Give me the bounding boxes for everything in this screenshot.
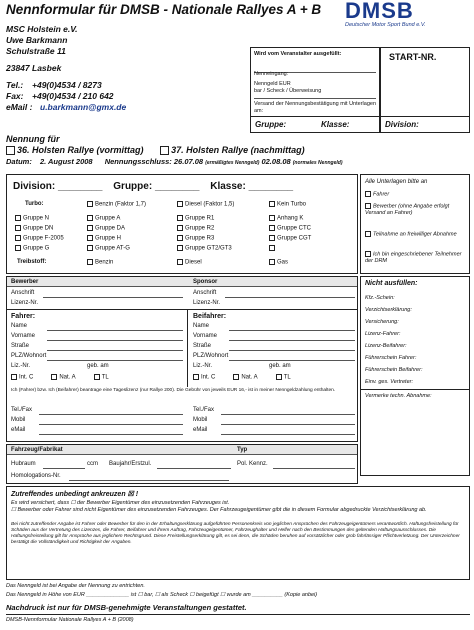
- start-nr-box: [380, 47, 470, 133]
- contact-line[interactable]: [39, 414, 183, 415]
- vermerk-label: Vermerke techn. Abnahme:: [365, 393, 432, 399]
- anschrift-label: Anschrift: [11, 290, 35, 296]
- treib-opt-3[interactable]: [269, 259, 288, 266]
- contact-line[interactable]: [221, 414, 355, 415]
- turbo-opt-2[interactable]: [177, 201, 234, 208]
- fahrer-plz: PLZ/Wohnort: [11, 353, 47, 359]
- group-checkbox[interactable]: [177, 225, 183, 231]
- doc-label: Fahrer: [373, 191, 390, 198]
- class-box: [6, 174, 358, 274]
- contact-line[interactable]: [39, 434, 183, 435]
- documents-box: [360, 174, 470, 274]
- fahrer-line[interactable]: [47, 360, 183, 361]
- nata-label: Nat. A: [59, 374, 76, 381]
- nata-label: Nat. A: [241, 374, 258, 381]
- baujahr-label: Baujahr/Erstzul.: [109, 461, 152, 467]
- turbo-opt-3[interactable]: [269, 201, 306, 208]
- anschrift-line-2[interactable]: [225, 297, 355, 298]
- kennz-input[interactable]: [273, 468, 355, 469]
- turbo-opt-2-checkbox[interactable]: [177, 201, 183, 207]
- payment-label: bar / Scheck / Überweisung: [254, 88, 322, 94]
- bewerber-label: Bewerber: [11, 279, 39, 285]
- contact-line[interactable]: [221, 434, 355, 435]
- form-id: DMSB-Nennformular Nationale Rallyes A + B (2008): [6, 617, 134, 623]
- confirm-label: Versand der Nennungsbestätigung mit Unterlagen am:: [254, 101, 376, 114]
- organizer-street: Schulstraße 11: [6, 46, 66, 56]
- fahrer-geb: geb. am: [87, 363, 109, 369]
- beifahrer-liz: Liz.-Nr.: [193, 363, 213, 369]
- rallye1-checkbox[interactable]: [6, 146, 15, 155]
- homol-label: Homologations-Nr.: [11, 473, 61, 479]
- office-divider-3: [251, 116, 379, 117]
- turbo-label: Turbo:: [25, 201, 44, 207]
- group-r3c1[interactable]: [87, 245, 130, 252]
- group-r3c0[interactable]: [15, 245, 49, 252]
- contact-line[interactable]: [221, 424, 355, 425]
- group-r3c2[interactable]: [177, 245, 232, 252]
- check-item: Führerschein Fahrer:: [365, 355, 417, 361]
- beifahrer-name: Name: [193, 323, 210, 329]
- intc-checkbox[interactable]: [193, 374, 199, 380]
- beifahrer-geb: geb. am: [269, 363, 291, 369]
- fahrer-label: Fahrer:: [11, 313, 36, 320]
- beifahrer-mobil: Mobil: [193, 417, 208, 423]
- group-r2c0[interactable]: [15, 235, 64, 242]
- treib-checkbox[interactable]: [87, 259, 93, 265]
- checklist-heading: Nicht ausfüllen:: [365, 280, 418, 287]
- nata-checkbox[interactable]: [233, 374, 239, 380]
- group-r0c1[interactable]: [87, 215, 120, 222]
- group-checkbox[interactable]: [269, 225, 275, 231]
- group-label: Gruppe R1: [185, 215, 215, 222]
- hubraum-input[interactable]: [43, 468, 85, 469]
- doc-opt-4[interactable]: [365, 251, 465, 265]
- group-label: Anhang K: [277, 215, 304, 222]
- doc-label: Bewerber (ohne Angabe erfolgt Versand an Fahrer): [365, 203, 450, 217]
- group-label: Gruppe G: [23, 245, 50, 252]
- klasse-field[interactable]: Klasse: ________: [210, 181, 294, 192]
- class-line: [13, 181, 293, 192]
- group-checkbox[interactable]: [269, 245, 275, 251]
- check-item: Lizenz-Beifahrer:: [365, 343, 407, 349]
- group-label: Gruppe GT2/GT3: [185, 245, 232, 252]
- kennz-label: Pol. Kennz.: [237, 461, 268, 467]
- lizenz-label-2: Lizenz-Nr.: [193, 300, 221, 306]
- group-checkbox[interactable]: [269, 235, 275, 241]
- beifahrer-line[interactable]: [229, 330, 355, 331]
- fahrer-mobil: Mobil: [11, 417, 26, 423]
- doc-checkbox[interactable]: [365, 191, 371, 197]
- fahrer-line[interactable]: [47, 340, 183, 341]
- beifahrer-line[interactable]: [229, 350, 355, 351]
- intc-label: Int. C: [19, 374, 34, 381]
- group-label: Gruppe CTC: [277, 225, 312, 232]
- group-checkbox[interactable]: [269, 215, 275, 221]
- group-r1c1[interactable]: [87, 225, 125, 232]
- dates-line: [6, 157, 343, 166]
- dmsb-logo: [345, 0, 470, 42]
- rallye2-checkbox[interactable]: [160, 146, 169, 155]
- group-label: Gruppe CGT: [277, 235, 312, 242]
- treibstoff-label: Treibstoff:: [17, 259, 47, 265]
- persons-box: [6, 276, 358, 442]
- beifahrer-vorname: Vorname: [193, 333, 218, 339]
- legal-heading: Zutreffendes unbedingt ankreuzen ☒ !: [11, 491, 139, 498]
- organizer-tel: [6, 80, 126, 91]
- group-checkbox[interactable]: [87, 245, 93, 251]
- treib-label: Gas: [277, 259, 289, 266]
- group-checkbox[interactable]: [177, 245, 183, 251]
- nenngeld-note: Das Nenngeld ist bei Angabe der Nennung zu entrichten.: [6, 583, 145, 589]
- turbo-opt-1[interactable]: [87, 201, 146, 208]
- fabrikat-label: Fahrzeug/Fabrikat: [11, 447, 63, 453]
- group-r2c1[interactable]: [87, 235, 121, 242]
- legal-body: Bei nicht zutreffender Angabe ist Fahrer oder Bewerber für den in der Erhaltungserklärung aufgeführten Personenkreis von jeglichen Ansprüchen des Fahrzeugeigentümers verantwortlich. Haftungsfreistellung für Schäden aus der Vertretung des Lizenzes, die Fahrer, Beifahrer und ihrem Auftrag, Fahrzeugeigentümer, Fahrzeughalter und Helfer nach den Bestimmungen des geltenden Haftungsausschlusses. Die Haftungsfreistellung gilt für Ansprüche aus jeglichem Rechtsgrund. Diese Freistellungserklärung gilt, es sei denn, die Schäden beruhen auf vorsätzlicher oder grob fahrlässiger Pflichtverletzung. Der Unterzeichner bestätigt die Vollständigkeit und Richtigkeit der Angaben.: [11, 522, 460, 545]
- nenngeld-amount: Das Nenngeld in Höhe von EUR ______________ ist ☐ bar, ☐ als Scheck ☐ beigefügt ☐ wurde am __________ (Kopie anbei): [6, 592, 318, 598]
- beifahrer-strasse: Straße: [193, 343, 212, 349]
- doc-opt-2[interactable]: [365, 203, 465, 217]
- organizer-city: 23847 Lasbek: [6, 63, 62, 73]
- treib-checkbox[interactable]: [177, 259, 183, 265]
- division-field[interactable]: Division: ________: [13, 181, 103, 192]
- beifahrer-label: Beifahrer:: [193, 313, 227, 320]
- legal-line1: Es wird versichert, dass ☐ der Bewerber Eigentümer des einzusetzenden Fahrzeuges ist.: [11, 500, 230, 506]
- group-r2c2[interactable]: [177, 235, 214, 242]
- fahrer-liz: Liz.-Nr.: [11, 363, 31, 369]
- baujahr-input[interactable]: [157, 468, 231, 469]
- datum-label: Datum:: [6, 157, 32, 166]
- treib-opt-2[interactable]: [177, 259, 202, 266]
- form-title: Nennformular für DMSB - Nationale Rallyes A + B: [6, 2, 322, 17]
- vehicle-box: [6, 444, 358, 484]
- persons-divider: [7, 309, 357, 310]
- group-r1c2[interactable]: [177, 225, 214, 232]
- treib-opt-1[interactable]: [87, 259, 113, 266]
- lizenz-label: Lizenz-Nr.: [11, 300, 39, 306]
- typ-label: Typ: [237, 447, 248, 453]
- office-division: Division:: [385, 120, 419, 129]
- fahrer-lizenz-type: [11, 374, 109, 381]
- group-label: Gruppe DN: [23, 225, 54, 232]
- check-item: Lizenz-Fahrer:: [365, 331, 401, 337]
- organizer-name: MSC Holstein e.V.: [6, 24, 78, 34]
- beifahrer-tel: Tel./Fax: [193, 407, 215, 413]
- office-divider-2: [254, 98, 376, 99]
- nenneingang-label: Nenneingang:: [254, 71, 289, 77]
- gruppe-field[interactable]: Gruppe: ________: [113, 181, 200, 192]
- treib-label: Diesel: [185, 259, 202, 266]
- checklist-box: [360, 276, 470, 476]
- rallye-options: [6, 145, 305, 155]
- hubraum-label: Hubraum: [11, 461, 36, 467]
- bewerber-header: [7, 277, 357, 287]
- nachdruck-note: Nachdruck ist nur für DMSB-genehmigte Veranstaltungen gestattet.: [6, 603, 247, 612]
- group-checkbox[interactable]: [87, 225, 93, 231]
- start-divider: [381, 116, 469, 117]
- fax-label: Fax:: [6, 91, 24, 101]
- group-checkbox[interactable]: [87, 215, 93, 221]
- treib-checkbox[interactable]: [269, 259, 275, 265]
- group-r2c3[interactable]: [269, 235, 311, 242]
- group-checkbox[interactable]: [15, 235, 21, 241]
- group-r0c2[interactable]: [177, 215, 214, 222]
- rallye2-label: 37. Holsten Rallye (nachmittag): [171, 145, 305, 155]
- fahrer-line[interactable]: [47, 330, 183, 331]
- group-checkbox[interactable]: [87, 235, 93, 241]
- schluss1: 26.07.08: [173, 157, 204, 166]
- schluss1-note: (ermäßigtes Nenngeld): [205, 160, 260, 166]
- tel-value: +49(0)4534 / 8273: [32, 80, 102, 90]
- homol-input[interactable]: [69, 480, 229, 481]
- fahrer-tel: Tel./Fax: [11, 407, 33, 413]
- check-item: Einv. ges. Vertreter:: [365, 379, 413, 385]
- beifahrer-plz: PLZ/Wohnort: [193, 353, 229, 359]
- turbo-opt-3-label: Kein Turbo: [277, 201, 307, 208]
- group-checkbox[interactable]: [177, 215, 183, 221]
- group-r0c0[interactable]: [15, 215, 49, 222]
- check-item: Führerschein Beifahrer:: [365, 367, 423, 373]
- group-label: Gruppe R3: [185, 235, 215, 242]
- group-checkbox[interactable]: [15, 215, 21, 221]
- tageslizenz-note: Ich (Fahrer) bzw. Ich (Beifahrer) beantrage eine Tageslizenz (nur Rallye 200). Die Gebühr von jeweils EUR 16,- ist in meiner Nenngeldzahlung enthalten.: [11, 388, 336, 393]
- group-label: Gruppe DA: [95, 225, 126, 232]
- beifahrer-line[interactable]: [229, 360, 355, 361]
- schluss2: 02.08.08: [261, 157, 291, 166]
- nenngeld-label: Nenngeld EUR: [254, 81, 291, 87]
- check-item: Verzichtserklärung:: [365, 307, 412, 313]
- group-r3c3[interactable]: [269, 245, 277, 252]
- organizer-address: [6, 24, 126, 113]
- logo-subtitle: Deutscher Motor Sport Bund e.V.: [345, 22, 426, 28]
- group-label: Gruppe R2: [185, 225, 215, 232]
- group-checkbox[interactable]: [15, 225, 21, 231]
- beifahrer-email: eMail: [193, 427, 208, 433]
- email-value: u.barkmann@gmx.de: [40, 102, 127, 112]
- datum-value: 2. August 2008: [39, 157, 93, 166]
- fahrer-name: Name: [11, 323, 28, 329]
- beifahrer-line[interactable]: [229, 340, 355, 341]
- legal-box: [6, 486, 470, 580]
- office-use-box: [250, 47, 380, 133]
- doc-checkbox[interactable]: [365, 251, 371, 257]
- tl-label: TL: [101, 374, 109, 381]
- tel-label: Tel.:: [6, 80, 24, 90]
- group-r0c3[interactable]: [269, 215, 303, 222]
- logo-text: DMSB: [345, 0, 414, 23]
- schluss2-note: (normales Nenngeld): [292, 160, 343, 166]
- group-label: Gruppe H: [95, 235, 122, 242]
- anschrift-line[interactable]: [43, 297, 183, 298]
- organizer-person: Uwe Barkmann: [6, 35, 68, 45]
- organizer-email: [6, 102, 126, 113]
- fax-value: +49(0)4534 / 210 642: [32, 91, 114, 101]
- doc-label: Teilnahme an freiwilliger Abnahme: [373, 231, 457, 238]
- fahrer-strasse: Straße: [11, 343, 30, 349]
- documents-heading: Alle Unterlagen bitte an: [365, 179, 428, 185]
- intc-checkbox[interactable]: [11, 374, 17, 380]
- turbo-opt-3-checkbox[interactable]: [269, 201, 275, 207]
- group-r1c3[interactable]: [269, 225, 311, 232]
- group-checkbox[interactable]: [177, 235, 183, 241]
- doc-checkbox[interactable]: [365, 203, 371, 209]
- doc-opt-3[interactable]: [365, 231, 465, 238]
- check-item: Kfz.-Schein:: [365, 295, 395, 301]
- group-label: Gruppe F-2005: [23, 235, 64, 242]
- turbo-opt-2-label: Diesel (Faktor 1,5): [185, 201, 235, 208]
- start-nr-label: START-NR.: [389, 52, 437, 62]
- schluss-label: Nennungsschluss:: [104, 157, 172, 166]
- footer-rule: [6, 614, 470, 615]
- nennung-label: Nennung für: [6, 134, 60, 144]
- organizer-fax: [6, 91, 126, 102]
- email-label: eMail :: [6, 102, 33, 112]
- office-gruppe: Gruppe:: [255, 120, 287, 129]
- turbo-opt-1-checkbox[interactable]: [87, 201, 93, 207]
- tl-checkbox[interactable]: [276, 374, 282, 380]
- doc-checkbox[interactable]: [365, 231, 371, 237]
- group-label: Gruppe AT-G: [95, 245, 130, 252]
- nata-checkbox[interactable]: [51, 374, 57, 380]
- group-label: Gruppe A: [95, 215, 121, 222]
- group-label: Gruppe N: [23, 215, 50, 222]
- office-klasse: Klasse:: [321, 120, 350, 129]
- treib-label: Benzin: [95, 259, 114, 266]
- check-item: Versicherung:: [365, 319, 399, 325]
- doc-opt-1[interactable]: [365, 191, 389, 198]
- fahrer-email: eMail: [11, 427, 26, 433]
- sponsor-label: Sponsor: [193, 279, 218, 285]
- ccm-label: ccm: [87, 461, 98, 467]
- persons-mid-divider: [187, 309, 188, 387]
- fahrer-line[interactable]: [47, 350, 183, 351]
- anschrift-label-2: Anschrift: [193, 290, 217, 296]
- tl-checkbox[interactable]: [94, 374, 100, 380]
- beifahrer-lizenz-type: [193, 374, 291, 381]
- checklist-divider: [361, 389, 469, 390]
- group-r1c0[interactable]: [15, 225, 53, 232]
- rallye1-label: 36. Holsten Rallye (vormittag): [17, 145, 144, 155]
- contact-line[interactable]: [39, 424, 183, 425]
- turbo-opt-1-label: Benzin (Faktor 1,7): [95, 201, 147, 208]
- fahrer-vorname: Vorname: [11, 333, 36, 339]
- intc-label: Int. C: [201, 374, 216, 381]
- tl-label: TL: [283, 374, 291, 381]
- office-heading: Wird vom Veranstalter ausgefüllt:: [254, 51, 342, 57]
- doc-label: Ich bin eingeschriebener Teilnehmer der DRM: [365, 251, 462, 265]
- legal-line2: ☐ Bewerber oder Fahrer sind nicht Eigentümer des einzusetzenden Fahrzeuges. Der Fahrzeugeigentümer gibt die in diesem Formular abgedruckte Verzichtserklärung ab.: [11, 507, 427, 513]
- group-checkbox[interactable]: [15, 245, 21, 251]
